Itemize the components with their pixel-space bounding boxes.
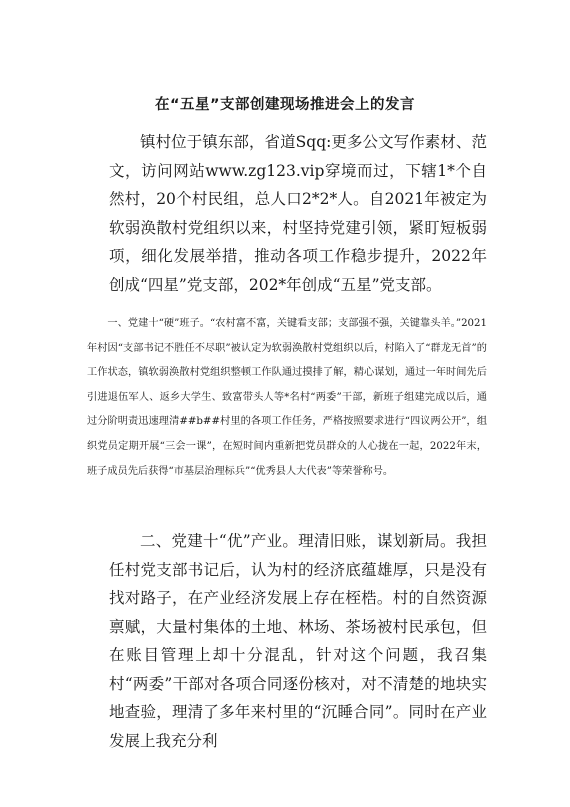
paragraph-section-2: 二、党建十“优”产业。理清旧账，谋划新局。我担任村党支部书记后，认为村的经济底蕴雄厚，只是没有找对路子，在产业经济发展上存在桎梏。村的自然资源禀赋，大量村集体的土地、林场、茶场被村民承包，但在账目管理上却十分混乱，针对这个问题，我召集村“两委”干部对各项合同逐份核对，对不清楚的地块实地查验，理清了多年来村里的“沉睡合同”。同时在产业发展上我充分利: [109, 532, 487, 750]
paragraph-intro: 镇村位于镇东部，省道Sqq:更多公文写作素材、范文，访问网站www.zg123.vip穿境而过，下辖1*个自然村，20个村民组，总人口2*2*人。自2021年被定为软弱涣散村党组织以来，村坚持党建引领，紧盯短板弱项，细化发展举措，推动各项工作稳步提升，2022年创成“四星”党支部，202*年创成“五星”党支部。: [109, 133, 487, 294]
paragraph-section-1: 一、党建十“硬”班子。“农村富不富，关键看支部；支部强不强，关键靠头羊。”2021年村因“支部书记不胜任不尽职”被认定为软弱涣散村党组织以后，村陷入了“群龙无首”的工作状态，镇软弱涣散村党组织整顿工作队通过摸排了解，精心谋划，通过一年时间先后引进退伍军人、返乡大学生、致富带头人等*名村“两委”干部，新班子组建完成以后，通过分阶明责迅速理清##b##村里的各项工作任务，严格按照要求进行“四议两公开”，组织党员定期开展“三会一课”，在短时间内重新把党员群众的人心拢在一起，2022年末，班子成员先后获得“市基层治理标兵”“优秀县人大代表”等荣誉称号。: [87, 318, 487, 477]
document-title: 在“五星”支部创建现场推进会上的发言: [154, 97, 416, 113]
